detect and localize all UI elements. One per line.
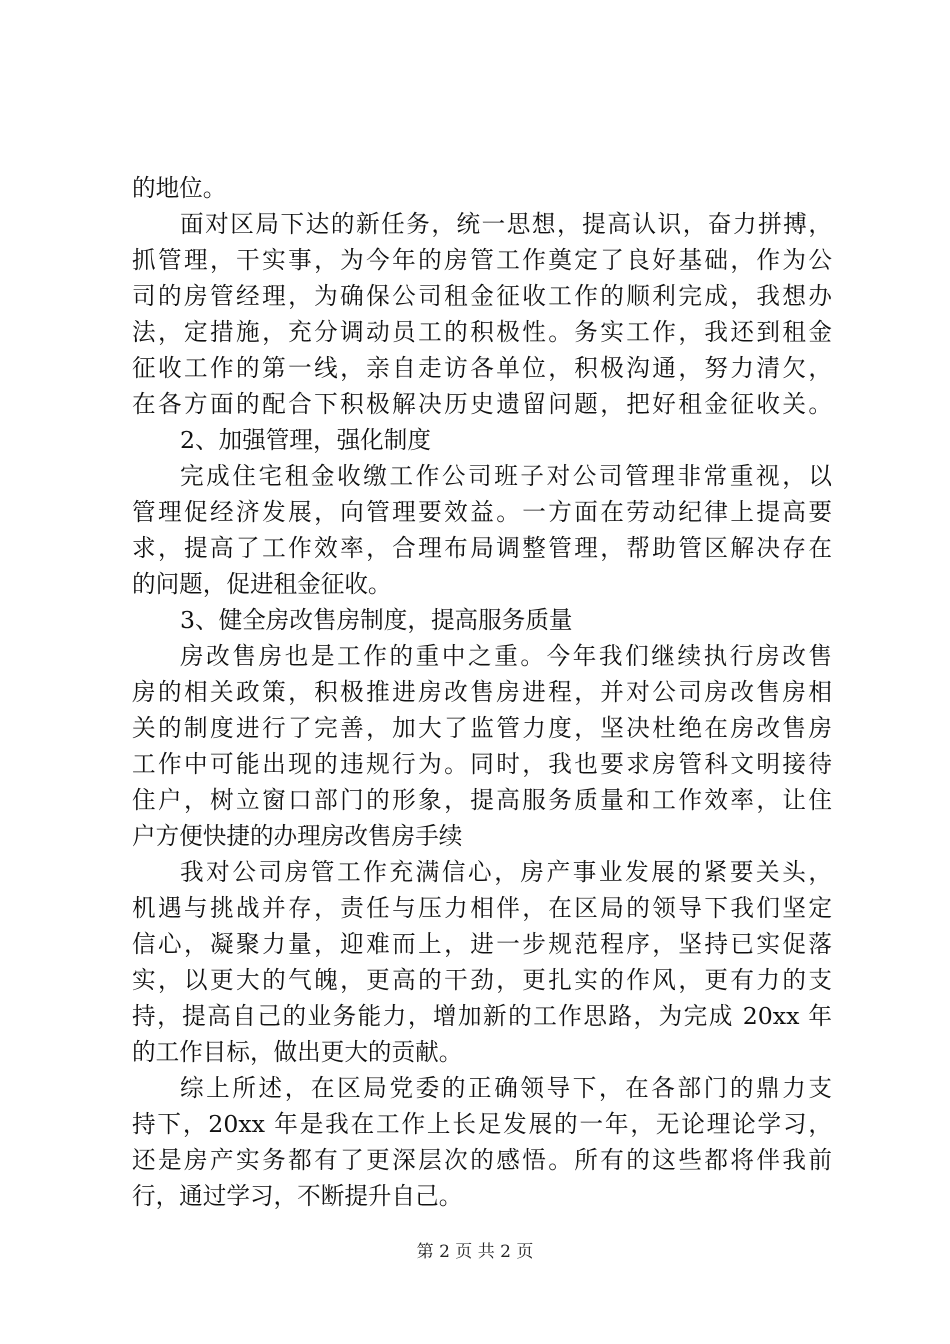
paragraph-line: 工作中可能出现的违规行为。同时，我也要求房管科文明接待 — [132, 750, 832, 778]
paragraph-line: 机遇与挑战并存，责任与压力相伴，在区局的领导下我们坚定 — [132, 894, 832, 922]
paragraph-line: 征收工作的第一线，亲自走访各单位，积极沟通，努力清欠， — [132, 354, 832, 382]
paragraph-line: 综上所述，在区局党委的正确领导下，在各部门的鼎力支 — [180, 1074, 832, 1102]
paragraph-line: 关的制度进行了完善，加大了监管力度，坚决杜绝在房改售房 — [132, 714, 832, 742]
paragraph-line: 持，提高自己的业务能力，增加新的工作思路，为完成 20xx 年 — [132, 1002, 832, 1030]
section-heading: 2、加强管理，强化制度 — [180, 426, 431, 454]
paragraph-line: 我对公司房管工作充满信心，房产事业发展的紧要关头， — [180, 858, 832, 886]
section-heading: 3、健全房改售房制度，提高服务质量 — [180, 606, 573, 634]
paragraph-line: 信心，凝聚力量，迎难而上，进一步规范程序，坚持已实促落 — [132, 930, 832, 958]
paragraph-line: 完成住宅租金收缴工作公司班子对公司管理非常重视，以 — [180, 462, 832, 490]
paragraph-line: 的地位。 — [132, 174, 227, 202]
paragraph-line: 求，提高了工作效率，合理布局调整管理，帮助管区解决存在 — [132, 534, 832, 562]
paragraph-line: 的工作目标，做出更大的贡献。 — [132, 1038, 463, 1066]
paragraph-line: 住户，树立窗口部门的形象，提高服务质量和工作效率，让住 — [132, 786, 832, 814]
paragraph-line: 户方便快捷的办理房改售房手续 — [132, 822, 463, 850]
paragraph-line: 的问题，促进租金征收。 — [132, 570, 392, 598]
paragraph-line: 抓管理，干实事，为今年的房管工作奠定了良好基础，作为公 — [132, 246, 832, 274]
paragraph-line: 房改售房也是工作的重中之重。今年我们继续执行房改售 — [180, 642, 832, 670]
paragraph-line: 实，以更大的气魄，更高的干劲，更扎实的作风，更有力的支 — [132, 966, 832, 994]
paragraph-line: 持下，20xx 年是我在工作上长足发展的一年，无论理论学习， — [132, 1110, 832, 1138]
paragraph-line: 在各方面的配合下积极解决历史遗留问题，把好租金征收关。 — [132, 390, 832, 418]
paragraph-line: 还是房产实务都有了更深层次的感悟。所有的这些都将伴我前 — [132, 1146, 832, 1174]
paragraph-line: 行，通过学习，不断提升自己。 — [132, 1182, 463, 1210]
paragraph-line: 法，定措施，充分调动员工的积极性。务实工作，我还到租金 — [132, 318, 832, 346]
paragraph-line: 面对区局下达的新任务，统一思想，提高认识，奋力拼搏， — [180, 210, 832, 238]
page-number-footer: 第 2 页 共 2 页 — [416, 1242, 534, 1262]
paragraph-line: 房的相关政策，积极推进房改售房进程，并对公司房改售房相 — [132, 678, 832, 706]
paragraph-line: 管理促经济发展，向管理要效益。一方面在劳动纪律上提高要 — [132, 498, 832, 526]
paragraph-line: 司的房管经理，为确保公司租金征收工作的顺利完成，我想办 — [132, 282, 832, 310]
